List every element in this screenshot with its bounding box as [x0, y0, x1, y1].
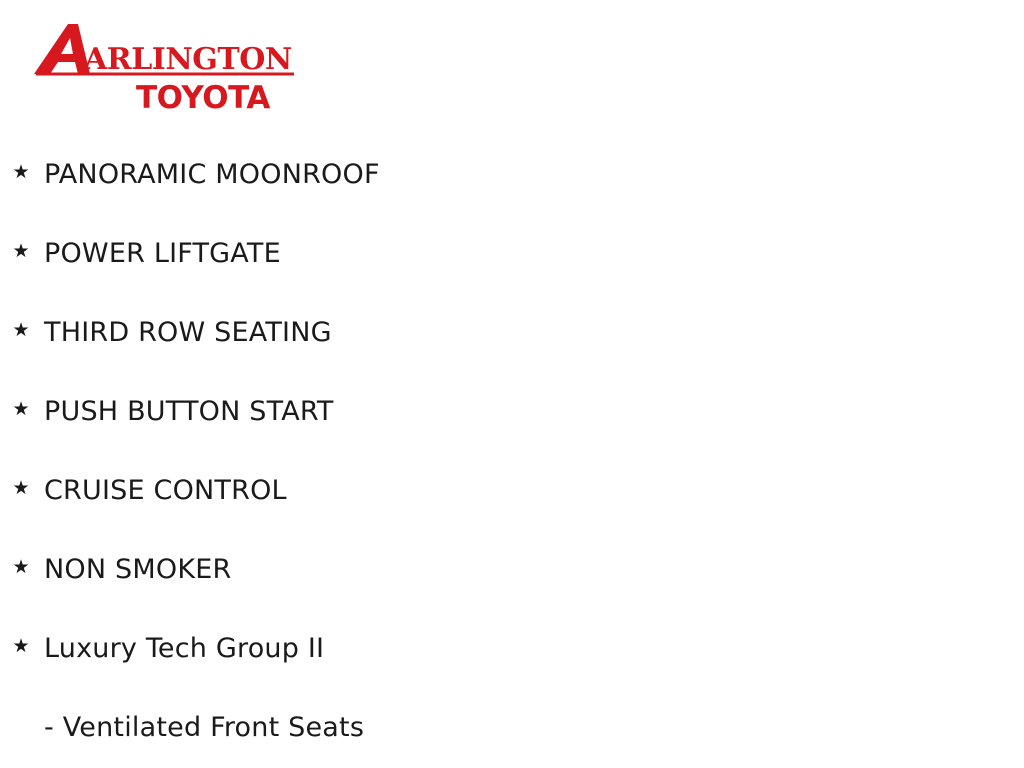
star-icon: ★	[12, 634, 30, 657]
sub-feature-item	[44, 707, 364, 747]
feature-label: PANORAMIC MOONROOF	[44, 158, 380, 190]
logo-line1: ARLINGTON	[84, 42, 292, 77]
arlington-toyota-logo[interactable]	[34, 22, 298, 114]
logo-line2: TOYOTA	[136, 80, 270, 114]
star-icon: ★	[12, 555, 30, 578]
feature-item	[10, 549, 231, 589]
feature-label: Luxury Tech Group II	[44, 632, 325, 664]
feature-item	[10, 154, 380, 194]
feature-item	[10, 470, 287, 510]
sub-feature-label: - Ventilated Front Seats	[44, 711, 365, 743]
feature-label: PUSH BUTTON START	[44, 395, 334, 427]
feature-item	[10, 312, 332, 352]
star-icon: ★	[12, 397, 30, 420]
feature-item	[10, 628, 324, 668]
star-icon: ★	[12, 318, 30, 341]
feature-item	[10, 233, 281, 273]
feature-label: CRUISE CONTROL	[44, 474, 287, 506]
feature-label: POWER LIFTGATE	[44, 237, 281, 269]
feature-label: THIRD ROW SEATING	[44, 316, 332, 348]
star-icon: ★	[12, 160, 30, 183]
star-icon: ★	[12, 239, 30, 262]
star-icon: ★	[12, 476, 30, 499]
feature-item	[10, 391, 334, 431]
feature-label: NON SMOKER	[44, 553, 232, 585]
